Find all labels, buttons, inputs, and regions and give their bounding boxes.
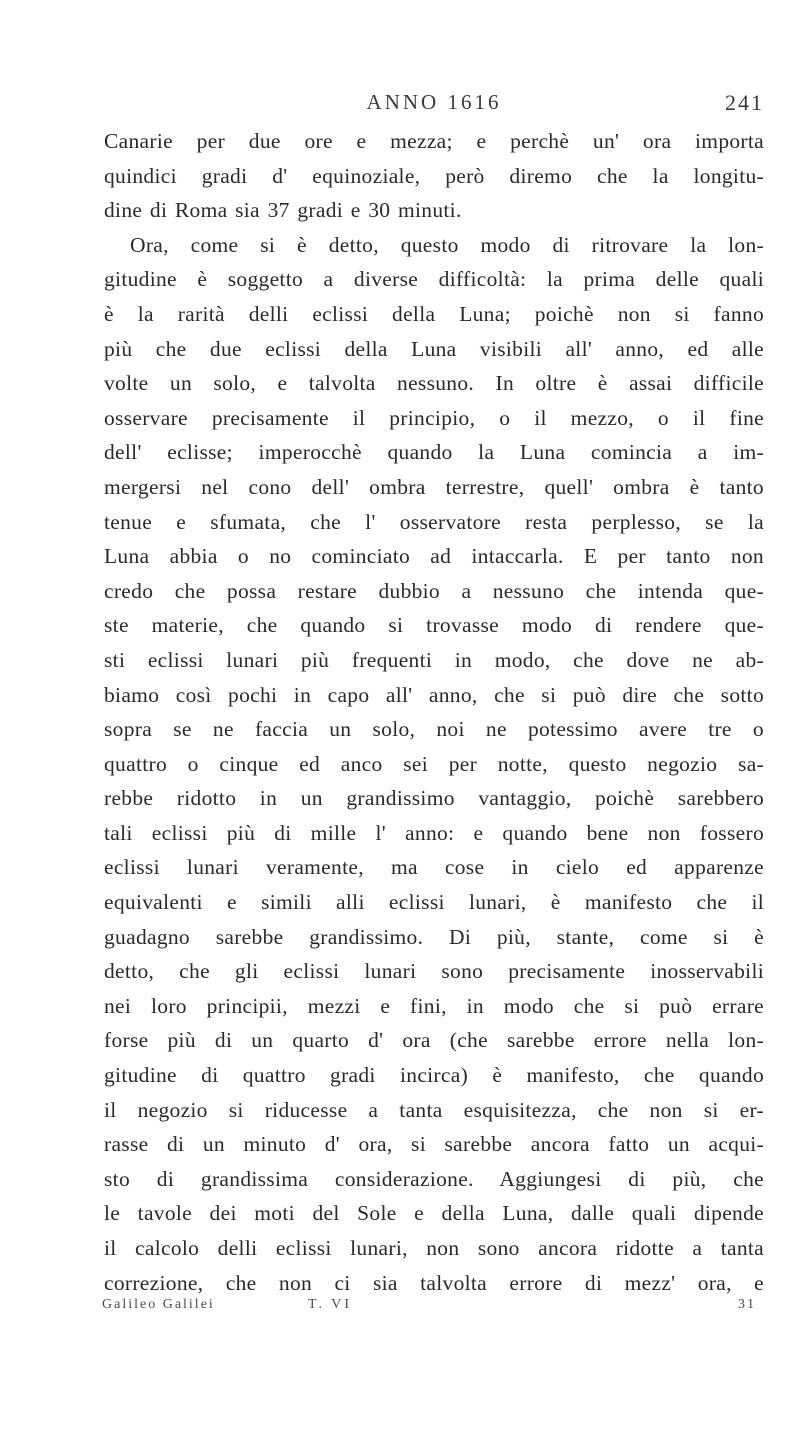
text-line: è la rarità delli eclissi della Luna; poichè non si fanno	[104, 301, 764, 326]
text-line: equivalenti e simili alli eclissi lunari, è manifesto che il	[104, 890, 764, 915]
text-line: nei loro principii, mezzi e fini, in modo che si può errare	[104, 993, 764, 1018]
footer-volume: T. VI	[308, 1297, 353, 1313]
text-line: sopra se ne faccia un solo, noi ne potessimo avere tre o	[104, 717, 764, 742]
text-line: rebbe ridotto in un grandissimo vantaggio, poichè sarebbero	[104, 786, 764, 811]
text-line: dell' eclisse; imperocchè quando la Luna comincia a im-	[104, 440, 764, 465]
text-line: quindici gradi d' equinoziale, però diremo che la longitu-	[104, 163, 764, 188]
running-title: ANNO 1616	[366, 90, 502, 114]
text-line: quattro o cinque ed anco sei per notte, questo negozio sa-	[104, 751, 764, 776]
book-page	[104, 90, 764, 1319]
text-line: sto di grandissima considerazione. Aggiungesi di più, che	[104, 1166, 764, 1191]
text-line: il calcolo delli eclissi lunari, non sono ancora ridotte a tanta	[104, 1236, 764, 1260]
text-line: osservare precisamente il principio, o il mezzo, o il fine	[104, 405, 764, 430]
footer-signature: 31	[738, 1297, 756, 1313]
text-line: forse più di un quarto d' ora (che sarebbe errore nella lon-	[104, 1028, 764, 1053]
text-line: le tavole dei moti del Sole e della Luna, dalle quali dipende	[104, 1201, 764, 1226]
text-line: tali eclissi più di mille l' anno: e quando bene non fossero	[104, 820, 764, 845]
text-line: biamo così pochi in capo all' anno, che si può dire che sotto	[104, 682, 764, 707]
running-head	[104, 90, 764, 124]
text-line: volte un solo, e talvolta nessuno. In oltre è assai difficile	[104, 371, 764, 396]
text-line: più che due eclissi della Luna visibili all' anno, ed alle	[104, 336, 764, 361]
text-line: correzione, che non ci sia talvolta errore di mezz' ora, e	[104, 1270, 764, 1295]
footer-author: Galileo Galilei	[102, 1297, 215, 1313]
text-line: Canarie per due ore e mezza; e perchè un' ora importa	[104, 129, 764, 153]
text-line: gitudine di quattro gradi incirca) è manifesto, che quando	[104, 1063, 764, 1088]
text-line: ste materie, che quando si trovasse modo di rendere que-	[104, 613, 764, 638]
body-text	[104, 124, 764, 1300]
page-footer	[104, 1297, 764, 1319]
text-line: dine di Roma sia 37 gradi e 30 minuti.	[104, 198, 462, 223]
text-line: gitudine è soggetto a diverse difficoltà: la prima delle quali	[104, 267, 764, 292]
text-line: detto, che gli eclissi lunari sono precisamente inosservabili	[104, 959, 764, 984]
text-line: eclissi lunari veramente, ma cose in cielo ed apparenze	[104, 855, 764, 880]
text-line: Luna abbia o no cominciato ad intaccarla. E per tanto non	[104, 544, 764, 569]
text-line: sti eclissi lunari più frequenti in modo, che dove ne ab-	[104, 647, 764, 672]
text-line: il negozio si riducesse a tanta esquisitezza, che non si er-	[104, 1097, 764, 1122]
text-line: Ora, come si è detto, questo modo di ritrovare la lon-	[130, 232, 764, 257]
text-line: guadagno sarebbe grandissimo. Di più, stante, come si è	[104, 924, 764, 949]
text-line: credo che possa restare dubbio a nessuno che intenda que-	[104, 578, 764, 603]
text-line: mergersi nel cono dell' ombra terrestre, quell' ombra è tanto	[104, 474, 764, 499]
text-line: tenue e sfumata, che l' osservatore resta perplesso, se la	[104, 509, 764, 534]
page-number: 241	[725, 90, 764, 115]
text-line: rasse di un minuto d' ora, si sarebbe ancora fatto un acqui-	[104, 1132, 764, 1157]
